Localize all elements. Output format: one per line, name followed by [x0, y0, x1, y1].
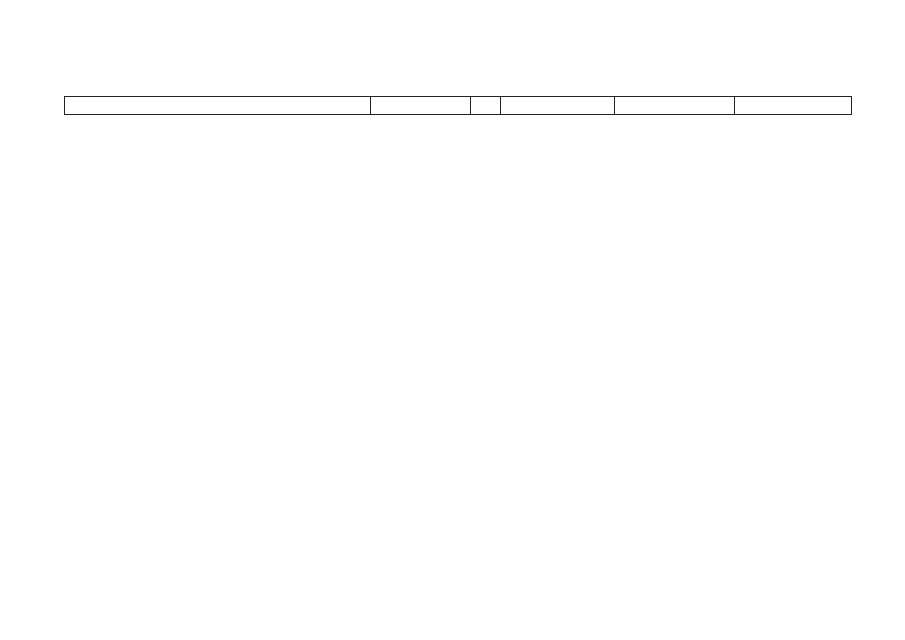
column-header-5: [615, 97, 735, 114]
column-header-6: [735, 97, 851, 114]
column-header-4: [501, 97, 615, 114]
column-header-3: [471, 97, 501, 114]
column-header-1: [65, 97, 371, 114]
table-header-row: [64, 96, 852, 115]
column-header-2: [371, 97, 471, 114]
